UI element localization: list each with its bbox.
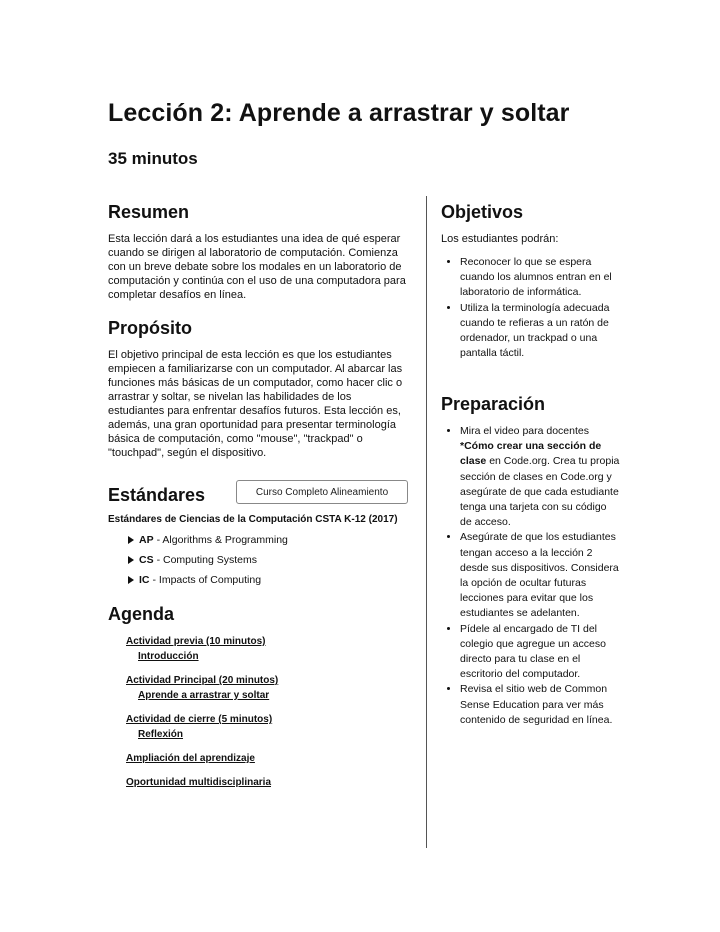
standards-framework-heading: Estándares de Ciencias de la Computación CSTA K-12 (2017): [108, 514, 398, 525]
list-item: • Revisa el sitio web de Common Sense Education para ver más contenido de seguridad en línea.: [460, 682, 621, 728]
resumen-section: [108, 202, 410, 302]
agenda-group: [126, 712, 410, 742]
agenda-link-interdisciplinary[interactable]: Oportunidad multidisciplinaria: [126, 777, 272, 788]
list-item: • Asegúrate de que los estudiantes tengan acceso a la lección 2 desde sus dispositivos. Considera la opción de ocultar futuras lecciones para evitar que los estudiantes se adelanten.: [460, 530, 621, 621]
agenda-link-drag-and-drop[interactable]: Aprende a arrastrar y soltar: [138, 690, 270, 701]
proposito-heading: Propósito: [108, 318, 192, 338]
standards-list: [108, 530, 410, 590]
standard-item[interactable]: [128, 530, 410, 550]
standard-item[interactable]: [128, 570, 410, 590]
objetivos-list: [441, 255, 621, 361]
column-divider: [426, 196, 427, 848]
agenda-link-warm-up[interactable]: Actividad previa (10 minutos): [126, 636, 266, 647]
agenda-link-main-activity[interactable]: Actividad Principal (20 minutos): [126, 675, 279, 686]
standard-code: AP: [139, 534, 154, 546]
agenda-list: [108, 634, 410, 790]
agenda-group: [126, 775, 410, 790]
objetivos-heading: Objetivos: [441, 202, 524, 222]
standard-label: - Computing Systems: [156, 554, 257, 566]
list-item: • Reconocer lo que se espera cuando los alumnos entran en el laboratorio de informática.: [460, 255, 621, 301]
estandares-heading: Estándares: [108, 485, 206, 505]
list-item: [460, 424, 621, 530]
preparacion-section: [441, 394, 621, 728]
resumen-heading: Resumen: [108, 202, 190, 222]
agenda-link-wrap-up[interactable]: Actividad de cierre (5 minutos): [126, 714, 273, 725]
proposito-text: El objetivo principal de esta lección es que los estudiantes empiecen a familiarizarse con un computador. Al abarcar las funciones más básicas de un computador, como hacer clic o arrastrar y soltar, se nivelan las habilidades de los estudiantes para enfrentar desafíos futuros. Esta lección es, además, una gran oportunidad para presentar terminología básica de computación, como "mouse", "trackpad" o "touchpad", según el dispositivo.: [108, 349, 403, 459]
page-title: Lección 2: Aprende a arrastrar y soltar: [108, 99, 570, 127]
agenda-heading: Agenda: [108, 604, 175, 624]
standard-code: IC: [139, 574, 150, 586]
resumen-text: Esta lección dará a los estudiantes una idea de qué esperar cuando se dirigen al laboratorio de computación. Comienza con un breve debate sobre los modales en un laboratorio de computación y continúa con el uso de una computadora para completar desafíos en línea.: [108, 233, 406, 301]
agenda-link-extended-learning[interactable]: Ampliación del aprendizaje: [126, 753, 255, 764]
list-item: • Utiliza la terminología adecuada cuando te refieras a un ratón de ordenador, un trackpad o una pantalla táctil.: [460, 301, 621, 362]
standard-item[interactable]: [128, 550, 410, 570]
agenda-link-introduccion[interactable]: Introducción: [138, 651, 199, 662]
agenda-group: [126, 751, 410, 766]
standard-label: - Algorithms & Programming: [156, 534, 288, 546]
agenda-group: [126, 673, 410, 703]
agenda-group: [126, 634, 410, 664]
list-item: • Pídele al encargado de TI del colegio que agregue un acceso directo para tu clase en el escritorio del computador.: [460, 622, 621, 683]
agenda-link-reflexion[interactable]: Reflexión: [138, 729, 184, 740]
prep-item-text: Mira el video para docentes: [460, 425, 589, 437]
proposito-section: [108, 318, 410, 460]
estandares-title-row: [108, 480, 410, 514]
full-course-alignment-button[interactable]: Curso Completo Alineamiento: [236, 480, 408, 504]
lesson-duration: 35 minutos: [108, 149, 198, 168]
agenda-section: [108, 604, 410, 799]
caret-right-icon: [128, 556, 134, 564]
objetivos-section: [441, 202, 621, 361]
prep-item-text: en Code.org. Crea tu propia sección de clases en Code.org y asegúrate de que cada estudiante tenga una tarjeta con su código de acceso.: [460, 455, 620, 529]
estandares-section: [108, 480, 410, 590]
class-section-video-link[interactable]: *Cómo crear una sección de clase: [460, 440, 602, 468]
preparacion-heading: Preparación: [441, 394, 546, 414]
caret-right-icon: [128, 536, 134, 544]
standard-code: CS: [139, 554, 154, 566]
caret-right-icon: [128, 576, 134, 584]
objetivos-lead: Los estudiantes podrán:: [441, 233, 559, 245]
preparacion-list: [441, 424, 621, 728]
standard-label: - Impacts of Computing: [152, 574, 262, 586]
